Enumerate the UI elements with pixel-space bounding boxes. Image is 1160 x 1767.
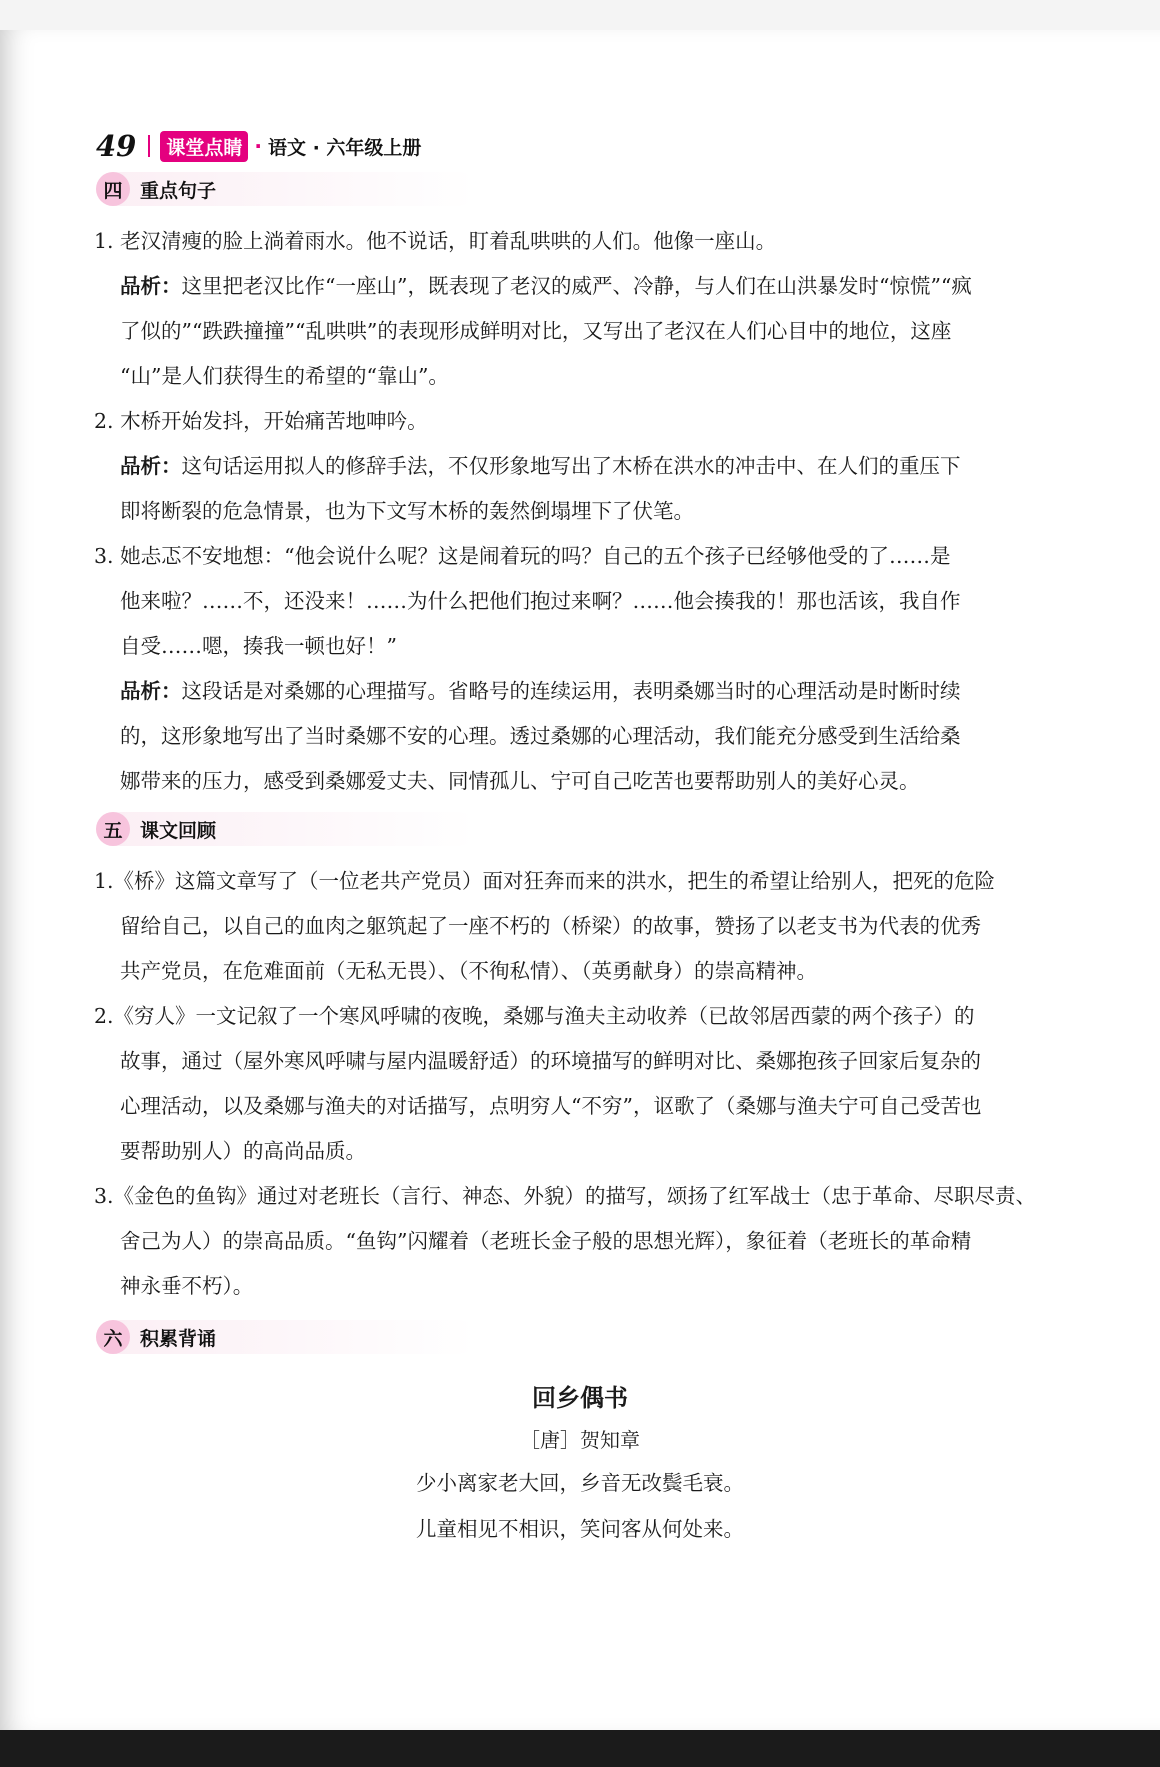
review-3-line-3: 神永垂不朽）。 [120, 1274, 254, 1298]
viewer-top-bar [0, 0, 1160, 30]
subject-title: 语文 · 六年级上册 [267, 136, 422, 159]
section-number: 六 [96, 1320, 130, 1354]
review-2-line-1: 2.《穷人》一文记叙了一个寒风呼啸的夜晚，桑娜与渔夫主动收养（已故邻居西蒙的两个孩子）的 [94, 1004, 975, 1028]
section-title: 课文回顾 [140, 819, 217, 842]
section-title: 重点句子 [140, 179, 217, 202]
analysis-label: 品析： [120, 274, 182, 298]
review-1-line-2: 留给自己，以自己的血肉之躯筑起了一座不朽的（桥梁）的故事，赞扬了以老支书为代表的优秀 [120, 914, 981, 938]
analysis-3-line-3: 娜带来的压力，感受到桑娜爱丈夫、同情孤儿、宁可自己吃苦也要帮助别人的美好心灵。 [120, 769, 920, 793]
poem-author: ［唐］贺知章 [520, 1428, 640, 1452]
poem-title: 回乡偶书 [532, 1384, 628, 1412]
poem-line-2: 儿童相见不相识，笑问客从何处来。 [416, 1517, 744, 1541]
viewer-bottom-bar [0, 1730, 1160, 1767]
review-1-line-3: 共产党员，在危难面前（无私无畏）、（不徇私情）、（英勇献身）的崇高精神。 [120, 959, 817, 983]
review-1-line-1: 1.《桥》这篇文章写了（一位老共产党员）面对狂奔而来的洪水，把生的希望让给别人，把死的危险 [94, 869, 996, 893]
analysis-2-line-1: 品析：这句话运用拟人的修辞手法，不仅形象地写出了木桥在洪水的冲击中、在人们的重压下 [120, 454, 961, 478]
analysis-1-line-2: 了似的”“跌跌撞撞”“乱哄哄”的表现形成鲜明对比，又写出了老汉在人们心目中的地位，这座 [120, 319, 952, 343]
analysis-label: 品析： [120, 454, 182, 478]
section-heading-4 [96, 172, 216, 206]
analysis-3-line-2: 的，这形象地写出了当时桑娜不安的心理。透过桑娜的心理活动，我们能充分感受到生活给桑 [120, 724, 961, 748]
sentence-3-line-3: 自受……嗯，揍我一顿也好！” [120, 634, 397, 658]
review-2-line-3: 心理活动，以及桑娜与渔夫的对话描写，点明穷人“不穷”，讴歌了（桑娜与渔夫宁可自己受苦也 [120, 1094, 982, 1118]
section-number: 五 [96, 812, 130, 846]
page-number: 49 [96, 129, 137, 163]
review-2-line-4: 要帮助别人）的高尚品质。 [120, 1139, 366, 1163]
analysis-1-line-1: 品析：这里把老汉比作“一座山”，既表现了老汉的威严、冷静，与人们在山洪暴发时“惊慌”“疯 [120, 274, 972, 298]
poem-line-1: 少小离家老大回，乡音无改鬓毛衰。 [416, 1471, 744, 1495]
section-number: 四 [96, 172, 130, 206]
review-2-line-2: 故事，通过（屋外寒风呼啸与屋内温暖舒适）的环境描写的鲜明对比、桑娜抱孩子回家后复杂的 [120, 1049, 981, 1073]
header-dot: · [254, 134, 262, 158]
page-header [96, 126, 421, 166]
analysis-1-line-3: “山”是人们获得生的希望的“靠山”。 [120, 364, 449, 388]
section-heading-6 [96, 1320, 216, 1354]
sentence-1: 1. 老汉清瘦的脸上淌着雨水。他不说话，盯着乱哄哄的人们。他像一座山。 [94, 229, 777, 253]
sentence-3-line-2: 他来啦？……不，还没来！……为什么把他们抱过来啊？……他会揍我的！那也活该，我自作 [120, 589, 961, 613]
brand-badge: 课堂点睛 [160, 131, 248, 162]
sentence-2: 2. 木桥开始发抖，开始痛苦地呻吟。 [94, 409, 428, 433]
analysis-3-line-1: 品析：这段话是对桑娜的心理描写。省略号的连续运用，表明桑娜当时的心理活动是时断时续 [120, 679, 961, 703]
review-3-line-2: 舍己为人）的崇高品质。“鱼钩”闪耀着（老班长金子般的思想光辉），象征着（老班长的革命精 [120, 1229, 972, 1253]
review-3-line-1: 3.《金色的鱼钩》通过对老班长（言行、神态、外貌）的描写，颂扬了红军战士（忠于革命、尽职尽责、 [94, 1184, 1037, 1208]
analysis-2-line-2: 即将断裂的危急情景，也为下文写木桥的轰然倒塌埋下了伏笔。 [120, 499, 694, 523]
header-divider [148, 135, 150, 157]
sentence-3-line-1: 3. 她忐忑不安地想：“他会说什么呢？这是闹着玩的吗？自己的五个孩子已经够他受的了……是 [94, 544, 951, 568]
section-title: 积累背诵 [140, 1327, 217, 1350]
analysis-label: 品析： [120, 679, 182, 703]
section-heading-5 [96, 812, 216, 846]
